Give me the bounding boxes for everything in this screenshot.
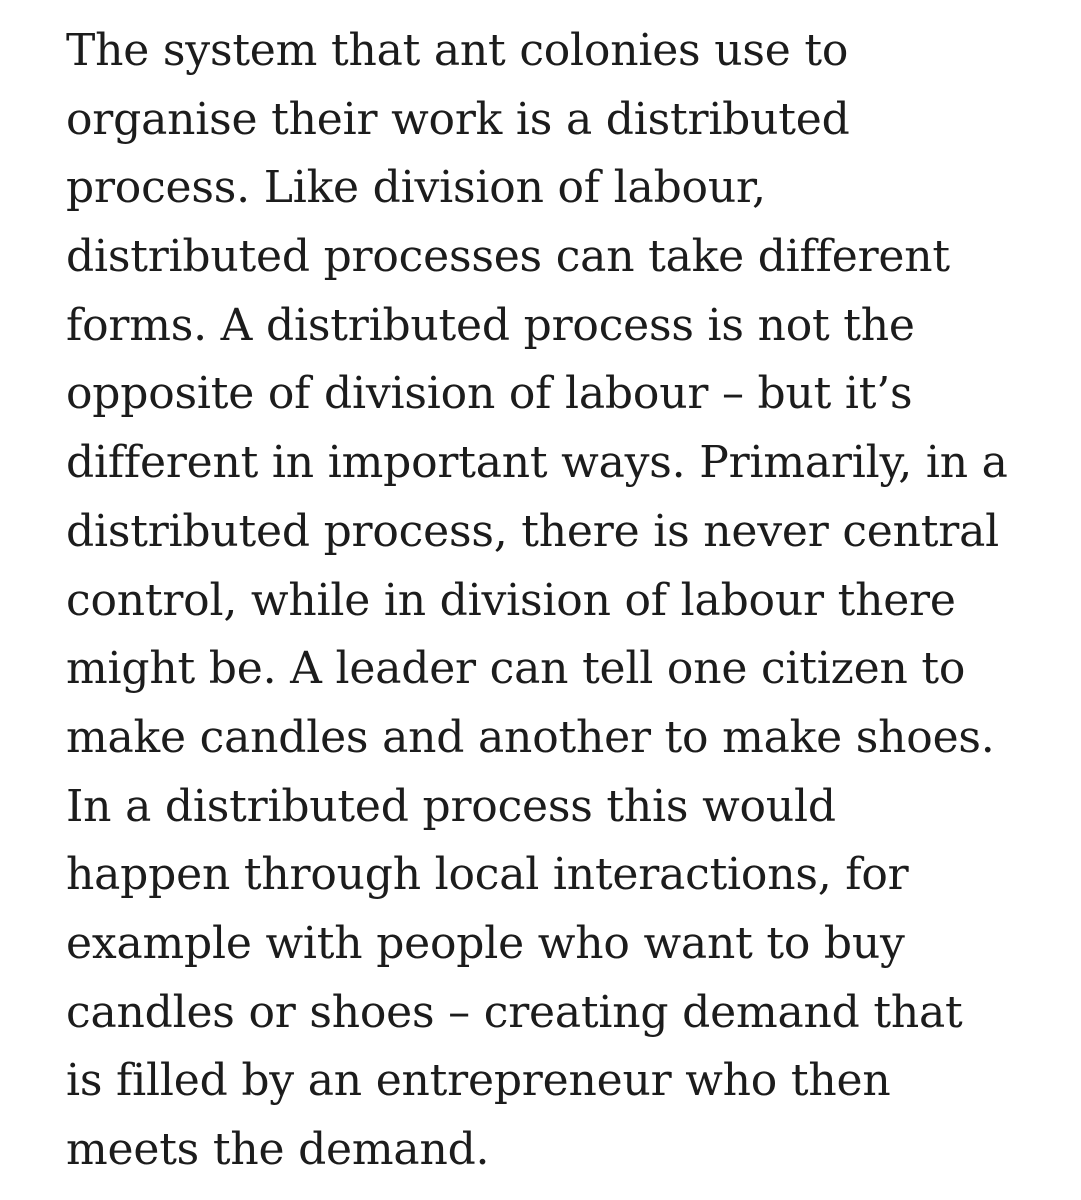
text-line: distributed process, there is never central <box>66 505 999 557</box>
text-line: is filled by an entrepreneur who then <box>66 1055 891 1107</box>
text-line: forms. A distributed process is not the <box>66 299 915 351</box>
text-line: distributed processes can take different <box>66 231 950 283</box>
text-line: candles or shoes – creating demand that <box>66 986 963 1038</box>
text-line: happen through local interactions, for <box>66 849 909 901</box>
text-line: process. Like division of labour, <box>66 162 766 214</box>
text-line: different in important ways. Primarily, in a <box>66 437 1008 489</box>
text-line: might be. A leader can tell one citizen to <box>66 643 966 695</box>
text-line: In a distributed process this would <box>66 780 836 832</box>
text-line: organise their work is a distributed <box>66 93 850 145</box>
text-line: meets the demand. <box>66 1124 490 1175</box>
text-line: make candles and another to make shoes. <box>66 711 995 763</box>
text-line: example with people who want to buy <box>66 917 905 969</box>
article-paragraph <box>66 17 1066 1185</box>
text-line: control, while in division of labour there <box>66 574 956 626</box>
text-line: opposite of division of labour – but it’s <box>66 368 913 420</box>
text-line: The system that ant colonies use to <box>66 25 849 76</box>
